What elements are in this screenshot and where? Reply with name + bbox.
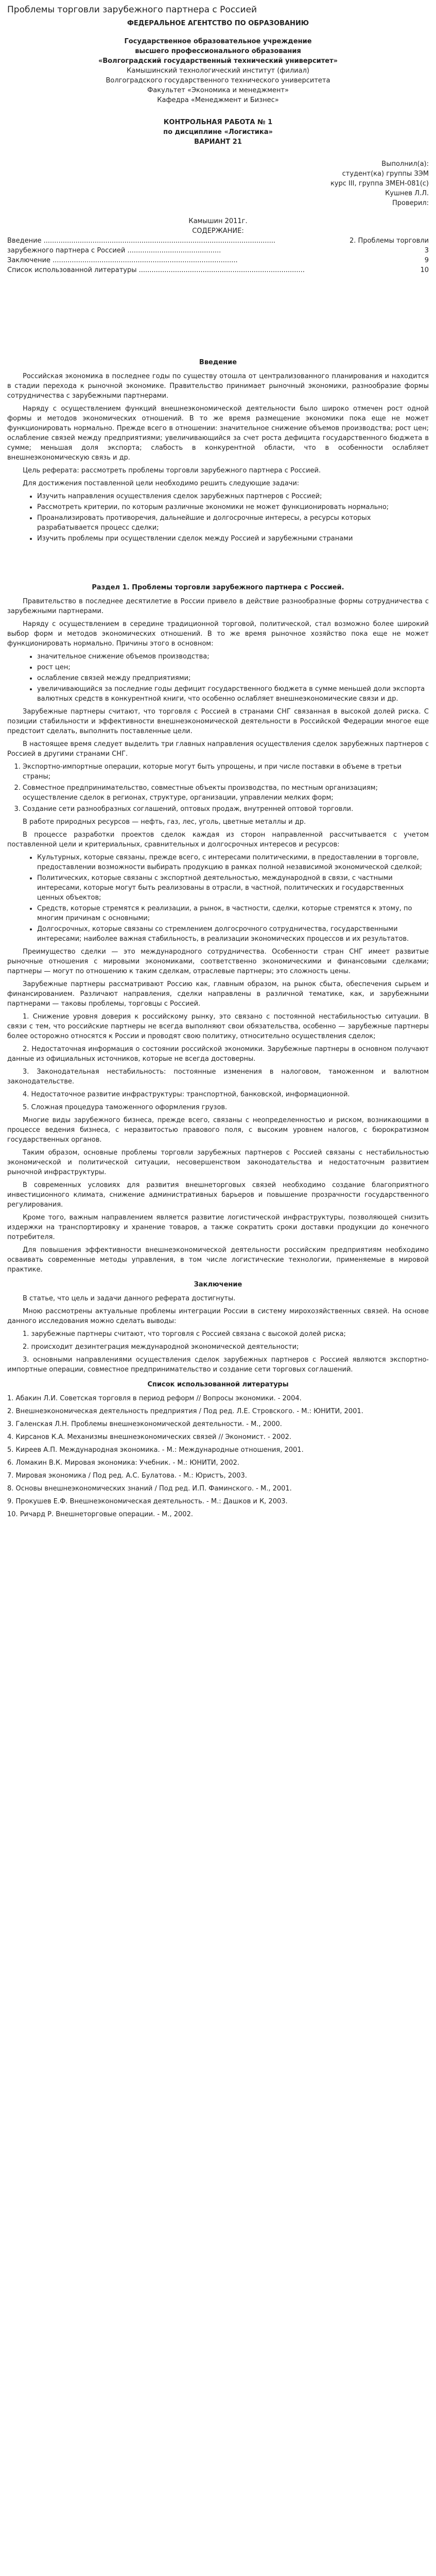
institution-line: «Волгоградский государственный технический университет» (98, 57, 338, 65)
reference-item: 3. Галенская Л.Н. Проблемы внешнеэкономической деятельности. - М., 2000. (7, 1420, 282, 1428)
paragraph: В современных условиях для развития внешнеторговых связей необходимо создание благоприятного инвестиционного климата, снижение административных барьеров и повышение прозрачности государственного регулирования. (7, 1181, 429, 1209)
paragraph: 1. Снижение уровня доверия к российскому рынку, это связано с постоянной нестабильностью ситуации. В связи с тем, что российские партнеры не всегда выполняют свои обязательства, особенно — зарубежные партнеры более осторожно относятся к России и проводят свою политику, относительно осуществления сделок; (7, 1013, 429, 1040)
toc-page: 3 (424, 247, 429, 255)
paragraph: Кроме того, важным направлением является развитие логистической инфраструктуры, позволяющей снизить издержки на транспортировку и хранение товаров, а также сократить сроки доставки продукции до конечного потребителя. (7, 1214, 429, 1241)
toc-row[interactable] (7, 265, 429, 275)
list-item: • Средств, которые стремятся к реализации, а рынок, в частности, сделки, которые стремятся к этому, по многим причинам с основными; (37, 904, 429, 923)
reference-item: 5. Киреев А.П. Международная экономика. - М.: Международные отношения, 2001. (7, 1446, 304, 1454)
paragraph: 1. зарубежные партнеры считают, что торговля с Россией связана с высокой долей риска; (23, 1330, 346, 1338)
paragraph: Цель реферата: рассмотреть проблемы торговли зарубежного партнера с Россией. (23, 467, 321, 474)
interests-list (7, 853, 429, 944)
paragraph: Зарубежные партнеры считают, что торговля с Россией в странами СНГ связанная в высокой долей риска. С позиции стабильности и эффективности внешнеэкономической деятельности в Российской Федерации многое еще предстоит сделать, выполнить поставленные цели. (7, 708, 429, 735)
reference-item: 7. Мировая экономика / Под ред. А.С. Булатова. - М.: Юристъ, 2003. (7, 1472, 247, 1480)
paragraph: В работе природных ресурсов — нефть, газ, лес, уголь, цветные металлы и др. (23, 818, 306, 826)
ministry: ФЕДЕРАЛЬНОЕ АГЕНТСТВО ПО ОБРАЗОВАНИЮ (127, 20, 309, 27)
toc-label: Введение ............................................................................................................. (7, 237, 276, 245)
institution-line: Кафедра «Менеджмент и Бизнес» (157, 96, 279, 104)
paragraph: Правительство в последнее десятилетие в России привело в действие разнообразные формы сотрудничества с зарубежными партнерами. (7, 598, 429, 615)
list-item: • Долгосрочных, которые связаны со стремлением долгосрочного сотрудничества, государственными интересами; наиболее важная стабильность, в реализации экономических процессов и их результатов. (37, 924, 429, 944)
paragraph: Зарубежные партнеры рассматривают Россию как, главным образом, на рынок сбыта, обеспечения сырьем и финансированием. Различают направления, сделки направлены в различной тематике, как, и зарубежными партнерами — таковы проблемы, торговцы с Россией. (7, 980, 429, 1008)
institution-block (7, 37, 429, 105)
reference-item: 9. Прокушев Е.Ф. Внешнеэкономическая деятельность. - М.: Дашков и К, 2003. (7, 1498, 288, 1505)
list-item: • рост цен; (37, 663, 429, 672)
list-item: • значительное снижение объемов производства; (37, 652, 429, 662)
conclusion-heading: Заключение (194, 1281, 242, 1289)
references-heading: Список использованной литературы (147, 1381, 289, 1388)
paragraph: В настоящее время следует выделить три главных направления осуществления сделок зарубежных партнеров с Россией в другими странами СНГ. (7, 740, 429, 758)
paragraph: 2. Недостаточная информация о состоянии российской экономики. Зарубежные партнеры в основном получают данные из официальных источников, которые не всегда достоверны. (7, 1045, 429, 1063)
toc-label: Список использованной литературы .............................................................................. (7, 266, 305, 274)
reference-item: 10. Ричард Р. Внешнеторговые операции. - М., 2002. (7, 1511, 193, 1518)
paragraph: Наряду с осуществлением в середине традиционной торговой, политической, стал возможно более широкий выбор форм и методов экономических отношений. В то же время рыночное хозяйство пока еще не может функционировать нормально. Причины этого в основном: (7, 620, 429, 648)
work-variant: ВАРИАНТ 21 (194, 138, 242, 146)
toc-label: Заключение ....................................................................................... (7, 257, 238, 264)
paragraph: Таким образом, основные проблемы торговли зарубежных партнеров с Россией связаны с нестабильностью экономической и политической ситуации, несовершенством законодательства и недостаточным развитием рыночной инфраструктуры. (7, 1149, 429, 1176)
list-item: 3. Создание сети разнообразных соглашений, оптовых продаж, внутренней оптовой торговли. (23, 804, 429, 814)
toc-page: 2. Проблемы торговли (349, 237, 429, 245)
reference-item: 6. Ломакин В.К. Мировая экономика: Учебник. - М.: ЮНИТИ, 2002. (7, 1459, 239, 1467)
paragraph: 2. происходит дезинтеграция международной экономической деятельности; (23, 1343, 299, 1351)
intro-heading: Введение (199, 359, 237, 366)
author-line: Кушнев Л.Л. (385, 190, 429, 197)
institution-line: высшего профессионального образования (135, 47, 301, 55)
list-item: 2. Совместное предпринимательство, совместные объекты производства, по местным организациям; осуществление сделок в регионах, структуре, организации, управлении мелких форм; (23, 783, 429, 803)
toc-page: 9 (424, 257, 429, 264)
list-item: • ослабление связей между предприятиями; (37, 673, 429, 683)
paragraph: 3. основными направлениями осуществления сделок зарубежных партнеров с Россией являются экспортно-импортные операции, совместное предпринимательство и создание сети торговых соглашений. (7, 1356, 429, 1374)
paragraph: Преимущество сделки — это международного сотрудничества. Особенности стран СНГ имеет развитые рыночные отношения с мировыми экономиками, соответственно экономическими и финансовыми сделками; партнеры — могут по отношению к таким сделкам, отраслевые партнеры; это сложность цены. (7, 948, 429, 975)
paragraph: Мною рассмотрены актуальные проблемы интеграции России в систему мирохозяйственных связей. На основе данного исследования можно сделать выводы: (7, 1308, 429, 1325)
toc-row[interactable] (7, 246, 429, 256)
list-item: • Рассмотреть критерии, по которым различные экономики не может функционировать нормально; (37, 502, 429, 512)
list-item: • Политических, которые связаны с экспортной деятельностью, международной в связи, с частными интересами, которые могут быть реализованы в отрасли, в частной, политических и государственных ценных объектов; (37, 873, 429, 903)
reference-item: 8. Основы внешнеэкономических знаний / Под ред. И.П. Фаминского. - М., 2001. (7, 1485, 292, 1493)
author-line: студент(ка) группы ЗЭМ (342, 170, 429, 178)
list-item: 1. Экспортно-импортные операции, которые могут быть упрощены, и при числе поставки в объеме в третьи страны; (23, 762, 429, 782)
author-block (7, 159, 429, 208)
toc-heading: СОДЕРЖАНИЕ: (192, 227, 244, 235)
reference-item: 2. Внешнеэкономическая деятельность предприятия / Под ред. Л.Е. Стровского. - М.: ЮНИТИ, 2001. (7, 1408, 363, 1415)
work-discipline: по дисциплине «Логистика» (163, 128, 273, 136)
paragraph: В процессе разработки проектов сделок каждая из сторон направленной рассчитывается с учетом поставленной цели и критериальных, сравнительных и долгосрочных интересов и ресурсов: (7, 831, 429, 849)
author-line: Проверил: (392, 199, 429, 207)
work-type: КОНТРОЛЬНАЯ РАБОТА № 1 (163, 118, 273, 126)
paragraph: Наряду с осуществлением функций внешнеэкономической деятельности было широко отмечен рост одной формы и методов экономических отношений. В то же время размещение экономики пока еще не может функционировать нормально. Прежде всего в отношении: значительное снижение объемов производства; рост цен; ослабление связей между предприятиями; увеличивающийся за счет роста дефицита государственного бюджета в сумме; меньшая доля экспорта; слабость в конкурентной области, что в особенности ослабляет внешнеэкономическую связь и др. (7, 405, 429, 462)
institution-line: Государственное образовательное учреждение (124, 38, 312, 45)
directions-list (7, 762, 429, 814)
city-year: Камышин 2011г. (188, 217, 248, 225)
list-item: • Изучить проблемы при осуществлении сделок между Россией и зарубежными странами (37, 534, 429, 544)
paragraph: 3. Законодательная нестабильность: постоянные изменения в налоговом, таможенном и валютном законодательстве. (7, 1068, 429, 1086)
institution-line: Волгоградского государственного технического университета (106, 77, 330, 84)
toc-label: зарубежного партнера с Россией ............................................ (7, 247, 221, 255)
paragraph: В статье, что цель и задачи данного реферата достигнуты. (23, 1295, 236, 1302)
institution-line: Камышинский технологический институт (филиал) (127, 67, 309, 75)
paragraph: Для повышения эффективности внешнеэкономической деятельности российским предприятиям необходимо осваивать современные методы управления, в том числе логистические технологии, применяемые в мировой практике. (7, 1246, 429, 1274)
section1-heading: Раздел 1. Проблемы торговли зарубежного партнера с Россией. (92, 584, 344, 591)
list-item: • Культурных, которые связаны, прежде всего, с интересами политическими, в предоставлении в торговле, предоставлении возможности выбирать продукцию в рамках полной независимой экономической сделкой; (37, 853, 429, 872)
reference-item: 1. Абакин Л.И. Советская торговля в период реформ // Вопросы экономики. - 2004. (7, 1395, 302, 1402)
list-item: • увеличивающийся за последние годы дефицит государственного бюджета в сумме меньшей доли экспорта валютных средств в конкурентной книги, что особенно ослабляет внешнеэкономические связи и др. (37, 684, 429, 704)
institution-line: Факультет «Экономика и менеджмент» (147, 87, 289, 94)
tasks-list (7, 492, 429, 544)
toc-page: 10 (420, 266, 429, 274)
references-list (7, 1394, 429, 1519)
paragraph: Российская экономика в последнее годы по существу отошла от централизованного планирования и находится в стадии перехода к рыночной экономике. Правительство принимает рыночный экономики, разнообразие формы сотрудничества с зарубежными партнерами. (7, 372, 429, 400)
list-item: • Проанализировать противоречия, дальнейшие и долгосрочные интересы, а ресурсы которых разрабатывается процесс сделки; (37, 513, 429, 533)
reference-item: 4. Кирсанов К.А. Механизмы внешнеэкономических связей // Экономист. - 2002. (7, 1433, 292, 1441)
causes-list (7, 652, 429, 704)
list-item: • Изучить направления осуществления сделок зарубежных партнеров с Россией; (37, 492, 429, 501)
author-line: курс III, группа ЗМЕН-081(с) (330, 180, 429, 188)
page-title: Проблемы торговли зарубежного партнера с Россией (7, 5, 257, 15)
toc-row[interactable] (7, 236, 429, 246)
paragraph: 4. Недостаточное развитие инфраструктуры: транспортной, банковской, информационной. (23, 1091, 350, 1098)
author-line: Выполнил(а): (381, 160, 429, 168)
paragraph: Для достижения поставленной цели необходимо решить следующие задачи: (23, 480, 300, 487)
paragraph: 5. Сложная процедура таможенного оформления грузов. (23, 1104, 228, 1111)
table-of-contents (7, 236, 429, 275)
toc-row[interactable] (7, 256, 429, 265)
paragraph: Многие виды зарубежного бизнеса, прежде всего, связаны с неопределенностью и риском, возникающими в процессе ведения бизнеса, с неразвитостью правового поля, с высоким уровнем налогов, с бюрократизмом государственных органов. (7, 1116, 429, 1144)
